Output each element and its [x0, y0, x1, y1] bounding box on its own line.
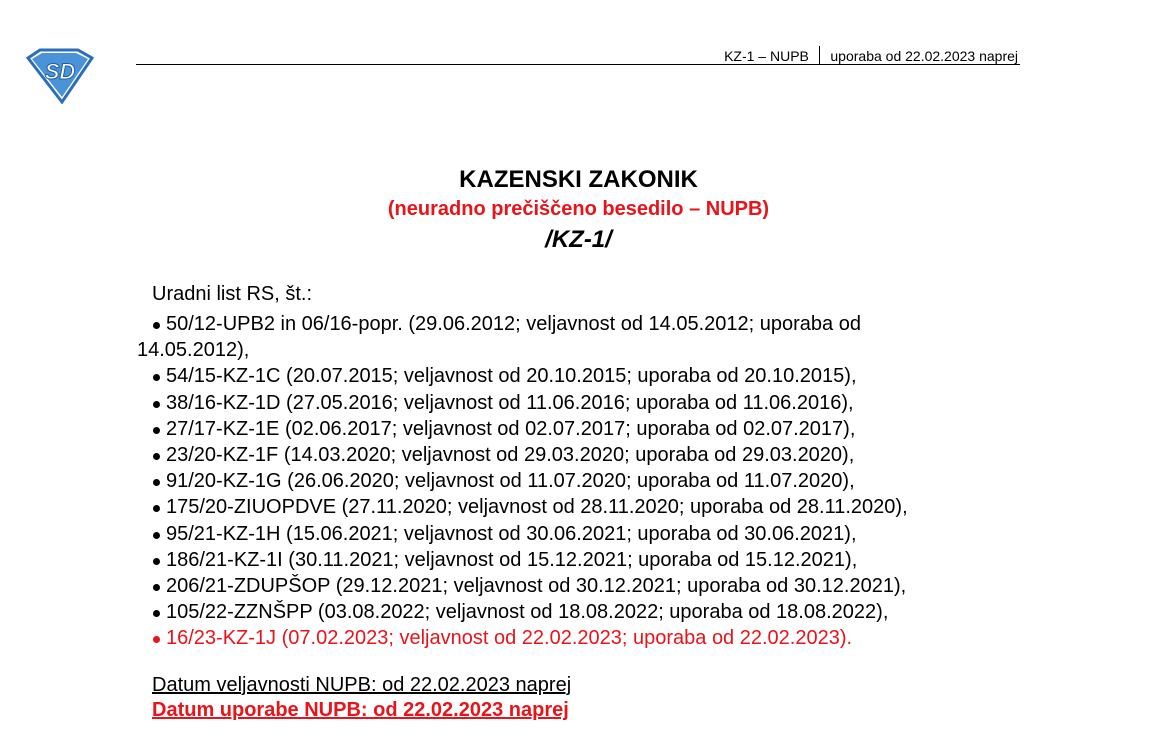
list-item — [0, 494, 1157, 520]
header-code: KZ-1 – NUPB — [724, 47, 809, 64]
list-item — [0, 363, 1157, 389]
document-abbreviation: /KZ-1/ — [545, 226, 612, 253]
bullet-icon — [153, 427, 160, 434]
list-item — [0, 311, 1157, 363]
entry-text-continued: 14.05.2012), — [137, 339, 250, 362]
entry-text: 105/22-ZZNŠPP (03.08.2022; veljavnost od 18.08.2022; uporaba od 18.08.2022), — [166, 601, 889, 624]
bullet-icon — [153, 584, 160, 591]
bullet-icon — [153, 558, 160, 565]
list-item — [0, 599, 1157, 625]
validity-date: Datum veljavnosti NUPB: od 22.02.2023 naprej — [152, 674, 572, 696]
bullet-icon — [153, 374, 160, 381]
list-item — [0, 390, 1157, 416]
bullet-icon — [153, 505, 160, 512]
entry-text: 206/21-ZDUPŠOP (29.12.2021; veljavnost od 30.12.2021; uporaba od 30.12.2021), — [166, 575, 907, 598]
entry-text: 54/15-KZ-1C (20.07.2015; veljavnost od 20.10.2015; uporaba od 20.10.2015), — [166, 365, 857, 388]
entry-text: 95/21-KZ-1H (15.06.2021; veljavnost od 30.06.2021; uporaba od 30.06.2021), — [166, 522, 857, 545]
entry-text: 50/12-UPB2 in 06/16-popr. (29.06.2012; veljavnost od 14.05.2012; uporaba od — [166, 313, 861, 335]
entry-text: 186/21-KZ-1I (30.11.2021; veljavnost od 15.12.2021; uporaba od 15.12.2021), — [166, 548, 858, 571]
bullet-icon — [153, 610, 160, 617]
bullet-icon — [153, 401, 160, 408]
sd-shield-logo-icon — [22, 46, 96, 104]
document-title: KAZENSKI ZAKONIK — [459, 166, 698, 193]
bullet-icon — [153, 636, 160, 643]
entry-text: 38/16-KZ-1D (27.05.2016; veljavnost od 11.06.2016; uporaba od 11.06.2016), — [166, 391, 854, 414]
bullet-icon — [153, 453, 160, 460]
header-rule — [136, 64, 1020, 65]
list-item — [0, 468, 1157, 494]
usage-date: Datum uporabe NUPB: od 22.02.2023 naprej — [152, 699, 569, 721]
list-item — [0, 521, 1157, 547]
document-subtitle: (neuradno prečiščeno besedilo – NUPB) — [387, 198, 770, 220]
bullet-icon — [153, 322, 160, 329]
svg-text:SD: SD — [44, 59, 76, 84]
list-item — [0, 547, 1157, 573]
entry-text: 175/20-ZIUOPDVE (27.11.2020; veljavnost od 28.11.2020; uporaba od 28.11.2020), — [166, 496, 908, 519]
header-separator — [819, 46, 821, 65]
list-item — [0, 416, 1157, 442]
bullet-icon — [153, 532, 160, 539]
list-item-latest — [0, 625, 1157, 651]
official-gazette-label: Uradni list RS, št.: — [152, 283, 313, 305]
gazette-entries-list — [0, 311, 1157, 652]
page-header — [724, 46, 1018, 65]
list-item — [0, 442, 1157, 468]
entry-text: 16/23-KZ-1J (07.02.2023; veljavnost od 22.02.2023; uporaba od 22.02.2023). — [166, 627, 853, 650]
entry-text: 91/20-KZ-1G (26.06.2020; veljavnost od 11.07.2020; uporaba od 11.07.2020), — [166, 470, 855, 493]
bullet-icon — [153, 479, 160, 486]
header-usage: uporaba od 22.02.2023 naprej — [830, 47, 1018, 64]
entry-text: 23/20-KZ-1F (14.03.2020; veljavnost od 29.03.2020; uporaba od 29.03.2020), — [166, 444, 855, 467]
entry-text: 27/17-KZ-1E (02.06.2017; veljavnost od 02.07.2017; uporaba od 02.07.2017), — [166, 417, 856, 440]
list-item — [0, 573, 1157, 599]
